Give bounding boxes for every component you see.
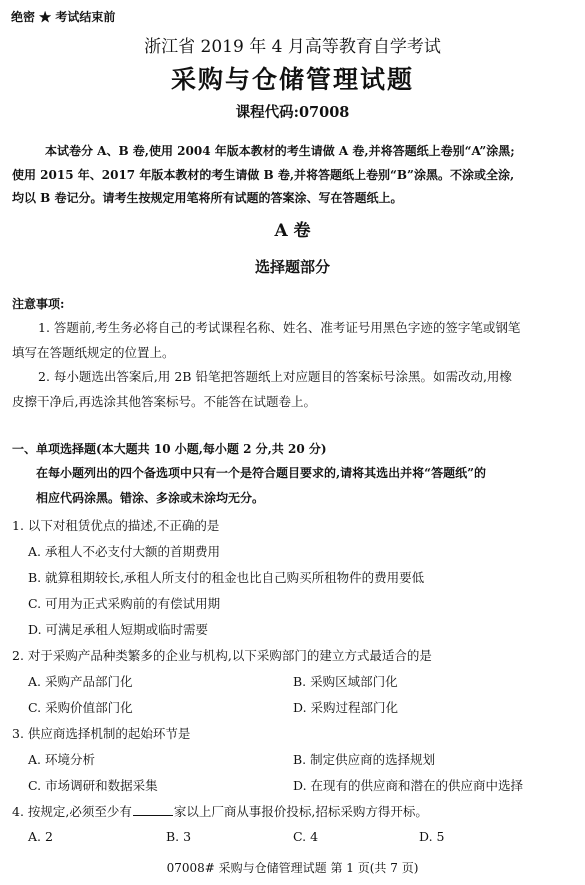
course-code: 课程代码:07008: [235, 104, 350, 121]
question-option: A. 承租人不必支付大额的首期费用: [28, 544, 220, 559]
part1-instruction: 相应代码涂黑。错涂、多涂或未涂均无分。: [36, 491, 265, 505]
volume-label: A 卷: [274, 221, 311, 241]
question-option: A. 环境分析: [28, 752, 95, 767]
notice-heading: 注意事项:: [12, 297, 65, 311]
intro-line: 本试卷分 A、B 卷,使用 2004 年版本教材的考生请做 A 卷,并将答题纸上卷别“A”涂黑;: [45, 144, 515, 158]
question-option: D. 5: [419, 829, 445, 844]
question-option: B. 采购区域部门化: [293, 674, 398, 689]
question-stem: 3. 供应商选择机制的起始环节是: [12, 726, 191, 741]
question-option: B. 3: [166, 829, 192, 844]
notice-line: 1. 答题前,考生务必将自己的考试课程名称、姓名、准考证号用黑色字迹的签字笔或钢笔: [38, 320, 521, 335]
exam-name: 浙江省 2019 年 4 月高等教育自学考试: [144, 37, 441, 57]
question-stem: 1. 以下对租赁优点的描述,不正确的是: [12, 518, 220, 533]
intro-line: 均以 B 卷记分。请考生按规定用笔将所有试题的答案涂、写在答题纸上。: [12, 191, 403, 205]
question-option: A. 采购产品部门化: [28, 674, 133, 689]
question-option: D. 采购过程部门化: [293, 700, 399, 715]
question-option: C. 采购价值部门化: [28, 700, 133, 715]
question-option: C. 可用为正式采购前的有偿试用期: [28, 596, 221, 611]
part1-instruction: 在每小题列出的四个备选项中只有一个是符合题目要求的,请将其选出并将“答题纸”的: [36, 466, 486, 480]
notice-line: 填写在答题纸规定的位置上。: [12, 345, 175, 360]
intro-line: 使用 2015 年、2017 年版本教材的考生请做 B 卷,并将答题纸上卷别“B”涂黑。不涂或全涂,: [12, 168, 515, 182]
question-option: D. 在现有的供应商和潜在的供应商中选择: [293, 778, 524, 793]
question-option: C. 市场调研和数据采集: [28, 778, 158, 793]
question-option: B. 制定供应商的选择规划: [293, 752, 436, 767]
question-option: D. 可满足承租人短期或临时需要: [28, 622, 209, 637]
part1-heading: 一、单项选择题(本大题共 10 小题,每小题 2 分,共 20 分): [12, 442, 327, 456]
page-footer: 07008# 采购与仓储管理试题 第 1 页(共 7 页): [166, 861, 419, 875]
question-stem: 2. 对于采购产品种类繁多的企业与机构,以下采购部门的建立方式最适合的是: [12, 648, 432, 663]
section-title: 选择题部分: [254, 258, 330, 276]
notice-line: 2. 每小题选出答案后,用 2B 铅笔把答题纸上对应题目的答案标号涂黑。如需改动,用橡: [38, 369, 512, 384]
question-stem: [12, 802, 428, 820]
secret-label: 绝密 ★ 考试结束前: [11, 10, 116, 24]
answer-blank: [133, 804, 173, 816]
question-option: A. 2: [28, 829, 53, 844]
question-stem-before: 4. 按规定,必须至少有: [12, 804, 132, 819]
question-stem-after: 家以上厂商从事报价投标,招标采购方得开标。: [173, 804, 428, 819]
page-title: 采购与仓储管理试题: [170, 65, 414, 94]
question-option: C. 4: [293, 829, 319, 844]
question-option: B. 就算租期较长,承租人所支付的租金也比自己购买所租物件的费用要低: [28, 570, 425, 585]
notice-line: 皮擦干净后,再选涂其他答案标号。不能答在试题卷上。: [12, 394, 316, 409]
